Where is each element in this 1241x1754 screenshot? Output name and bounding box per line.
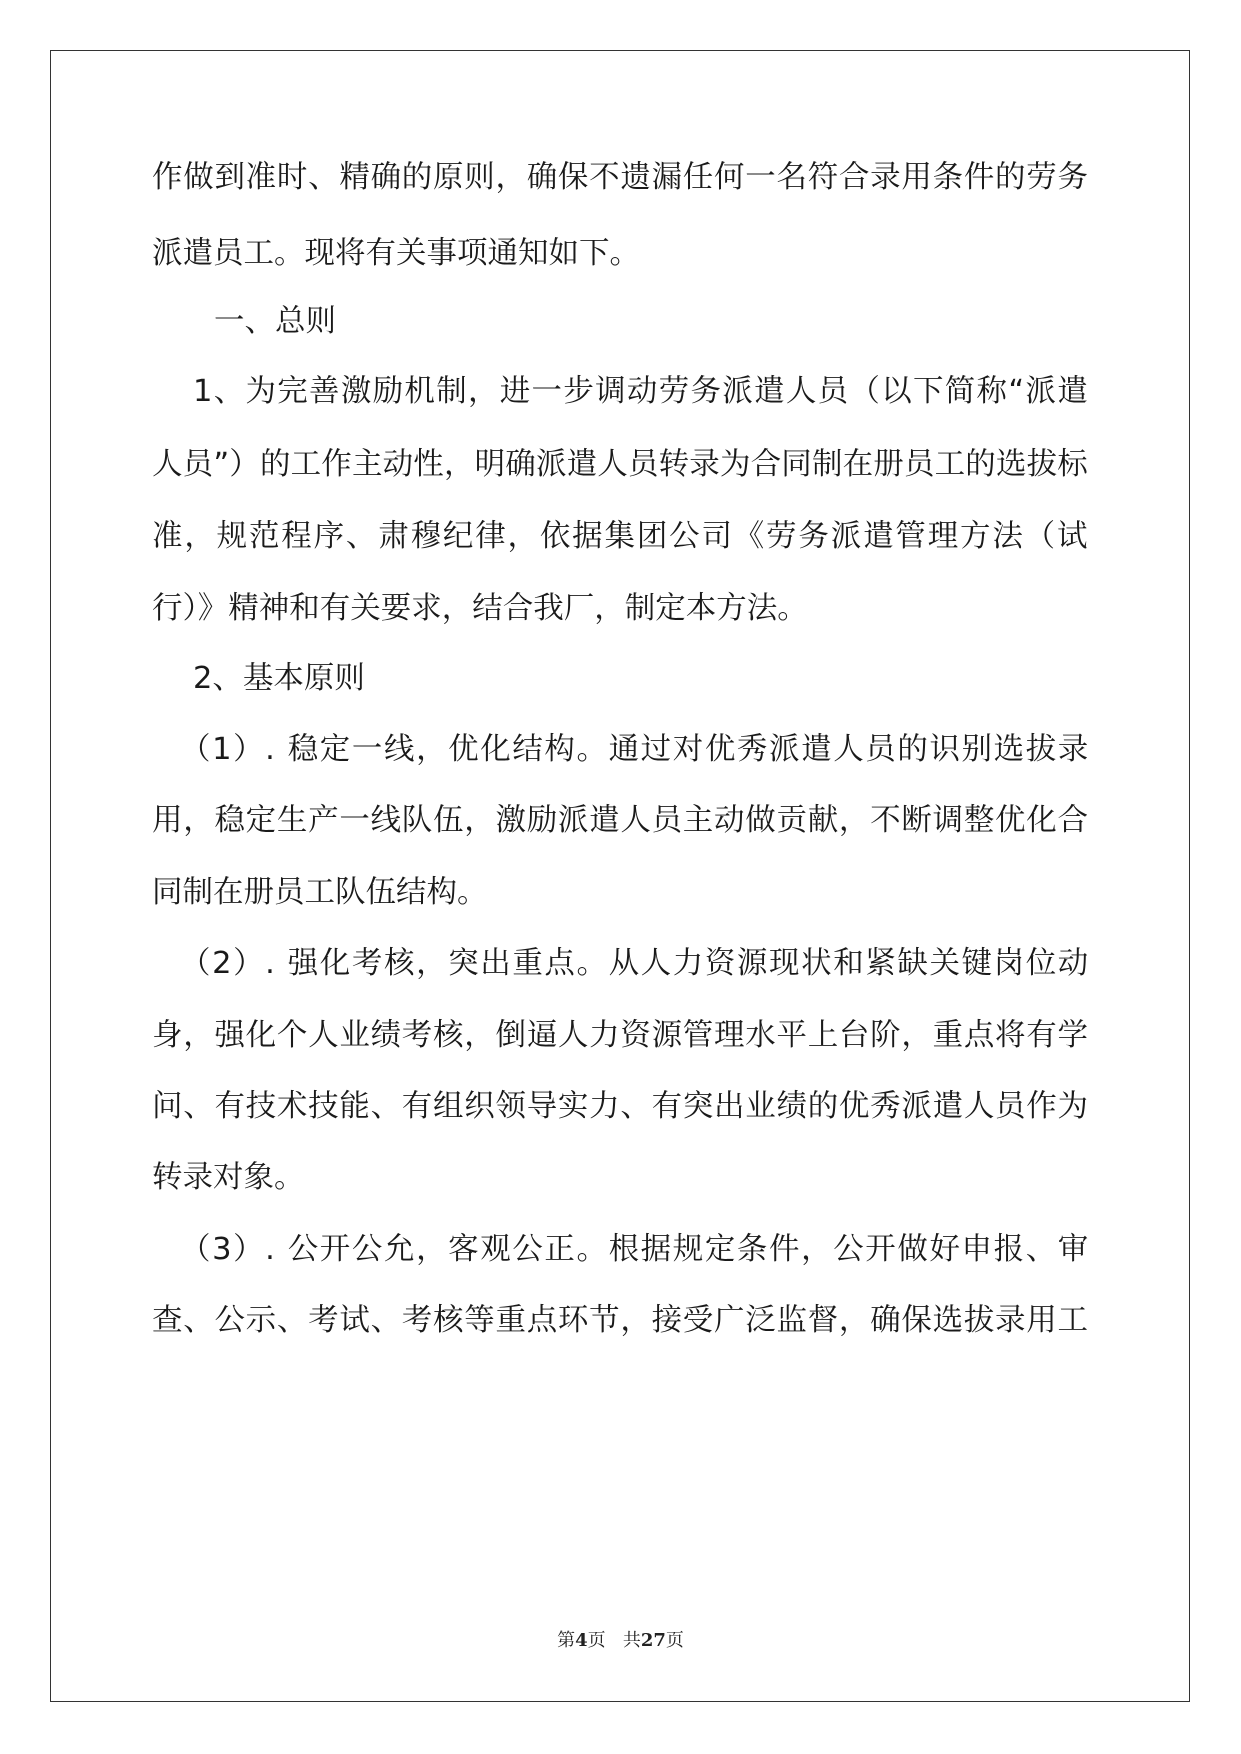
text-line: 准，规范程序、肃穆纪律，依据集团公司《劳务派遣管理方法（试 <box>152 519 1090 554</box>
page-footer <box>0 1626 1241 1652</box>
text-line: 作做到准时、精确的原则，确保不遗漏任何一名符合录用条件的劳务 <box>152 160 1089 195</box>
subsection-heading: 2、基本原则 <box>193 661 365 696</box>
text-line: 身，强化个人业绩考核，倒逼人力资源管理水平上台阶，重点将有学 <box>152 1018 1089 1053</box>
total-suffix: 页 <box>665 1630 684 1651</box>
text-line: 问、有技术技能、有组织领导实力、有突出业绩的优秀派遣人员作为 <box>152 1089 1089 1124</box>
text-line: 转录对象。 <box>152 1160 305 1195</box>
text-line: 人员”）的工作主动性，明确派遣人员转录为合同制在册员工的选拔标 <box>152 447 1088 482</box>
total-prefix: 共 <box>622 1630 641 1651</box>
text-line: 用，稳定生产一线队伍，激励派遣人员主动做贡献，不断调整优化合 <box>152 803 1089 838</box>
section-heading: 一、总则 <box>214 304 336 339</box>
text-line: （2）. 强化考核，突出重点。从人力资源现状和紧缺关键岗位动 <box>180 946 1090 981</box>
text-line: 1、为完善激励机制，进一步调动劳务派遣人员（以下简称“派遣 <box>193 374 1089 409</box>
text-line: 查、公示、考试、考核等重点环节，接受广泛监督，确保选拔录用工 <box>152 1303 1089 1338</box>
page-number: 4 <box>575 1630 588 1651</box>
text-line: （1）. 稳定一线，优化结构。通过对优秀派遣人员的识别选拔录 <box>180 732 1090 767</box>
page-prefix: 第 <box>557 1630 576 1651</box>
text-line: 行）》精神和有关要求，结合我厂，制定本方法。 <box>152 591 808 626</box>
total-pages: 27 <box>640 1630 666 1651</box>
text-line: 派遣员工。现将有关事项通知如下。 <box>152 236 640 271</box>
text-line: （3）. 公开公允，客观公正。根据规定条件，公开做好申报、审 <box>180 1232 1090 1267</box>
text-line: 同制在册员工队伍结构。 <box>152 875 488 910</box>
page-suffix: 页 <box>587 1630 606 1651</box>
